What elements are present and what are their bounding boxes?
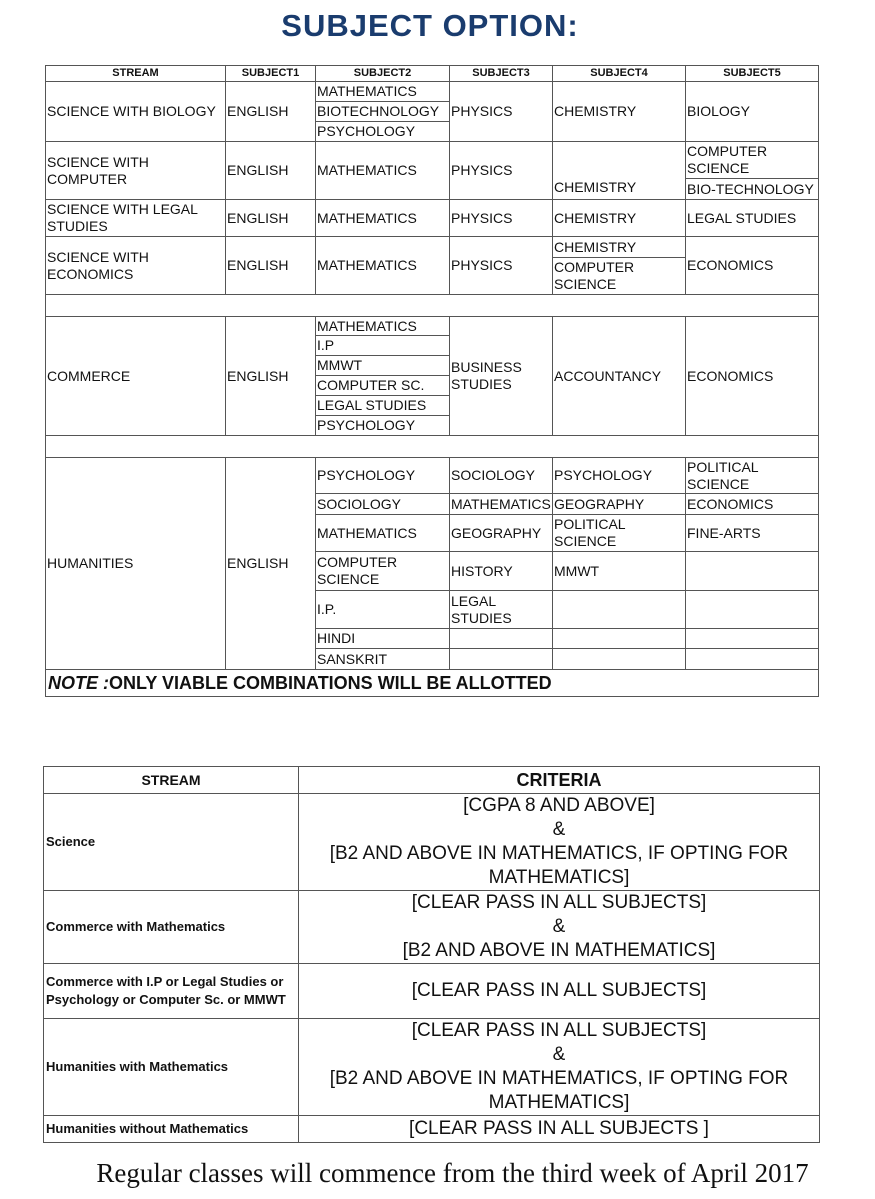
subject2-option: LEGAL STUDIES [315,395,450,416]
subject2-option: SANSKRIT [315,648,450,670]
stream-name: SCIENCE WITH COMPUTER [45,141,226,200]
subject2-option: PSYCHOLOGY [315,415,450,436]
criteria-text [299,1019,820,1116]
stream-name: SCIENCE WITH BIOLOGY [45,81,226,142]
subject4-option: COMPUTER SCIENCE [552,257,686,295]
subject2-option: BIOTECHNOLOGY [315,101,450,122]
subject5-option: COMPUTER SCIENCE [685,141,819,179]
criteria-line: & [552,916,566,937]
criteria-header-criteria: CRITERIA [299,767,820,794]
subject5-option: BIO-TECHNOLOGY [685,178,819,200]
criteria-line: [CLEAR PASS IN ALL SUBJECTS] [411,980,707,1001]
subject2-option: PSYCHOLOGY [315,457,450,494]
footer-note: Regular classes will commence from the third week of April 2017 [96,1158,809,1188]
spacer-row [45,294,819,317]
criteria-row [44,1116,820,1143]
note-row [45,669,819,697]
criteria-line: [B2 AND ABOVE IN MATHEMATICS, IF OPTING FOR MATHEMATICS] [329,843,789,888]
subject2-option: MMWT [315,355,450,376]
criteria-stream: Commerce with I.P or Legal Studies or Psychology or Computer Sc. or MMWT [44,964,299,1019]
subject5-option: FINE-ARTS [685,514,819,552]
subject4-cell: ACCOUNTANCY [552,316,686,436]
subject5-option: ECONOMICS [685,493,819,515]
criteria-line: [CLEAR PASS IN ALL SUBJECTS] [411,1020,707,1041]
criteria-header-stream: STREAM [44,767,299,794]
subject4-option: GEOGRAPHY [552,493,686,515]
subject-option-table [45,65,818,696]
criteria-line: [B2 AND ABOVE IN MATHEMATICS] [402,940,716,961]
criteria-stream: Commerce with Mathematics [44,891,299,964]
subject3-cell: PHYSICS [449,81,553,142]
criteria-line: & [552,1044,566,1065]
header-subject3: SUBJECT3 [449,65,553,82]
criteria-stream: Humanities with Mathematics [44,1019,299,1116]
subject1-cell: ENGLISH [225,457,316,670]
subject3-option [449,648,553,670]
note-text: ONLY VIABLE COMBINATIONS WILL BE ALLOTTED [109,672,552,693]
subject2-option: SOCIOLOGY [315,493,450,515]
subject3-option: GEOGRAPHY [449,514,553,552]
subject3-cell: BUSINESS STUDIES [449,316,553,436]
subject4-option: MMWT [552,551,686,591]
page-title: SUBJECT OPTION: [281,8,579,43]
subject5-option [685,551,819,591]
criteria-row [44,794,820,891]
criteria-row [44,891,820,964]
subject5-option [685,628,819,649]
header-subject2: SUBJECT2 [315,65,450,82]
subject1-cell: ENGLISH [225,236,316,295]
criteria-line: [B2 AND ABOVE IN MATHEMATICS, IF OPTING FOR MATHEMATICS] [329,1068,789,1113]
criteria-stream: Humanities without Mathematics [44,1116,299,1143]
subject3-cell: PHYSICS [449,236,553,295]
criteria-row [44,964,820,1019]
subject5-option [685,648,819,670]
criteria-line: [CGPA 8 AND ABOVE] [463,795,655,816]
subject2-cell: MATHEMATICS [315,199,450,237]
criteria-text [299,964,820,1019]
subject4-option: PSYCHOLOGY [552,457,686,494]
subject3-option [449,628,553,649]
subject4-option: CHEMISTRY [552,236,686,258]
subject3-cell: PHYSICS [449,199,553,237]
subject4-cell: CHEMISTRY [552,81,686,142]
subject5-option: POLITICAL SCIENCE [685,457,819,494]
subject2-option: I.P. [315,590,450,629]
subject1-cell: ENGLISH [225,199,316,237]
stream-name: SCIENCE WITH ECONOMICS [45,236,226,295]
stream-name: COMMERCE [45,316,226,436]
criteria-header-row [44,767,820,794]
header-subject1: SUBJECT1 [225,65,316,82]
subject3-cell: PHYSICS [449,141,553,200]
criteria-text [299,1116,820,1143]
criteria-stream: Science [44,794,299,891]
subject1-cell: ENGLISH [225,81,316,142]
subject2-option: MATHEMATICS [315,316,450,336]
subject3-option: HISTORY [449,551,553,591]
subject3-option: SOCIOLOGY [449,457,553,494]
criteria-table [43,766,820,1143]
subject4-cell: CHEMISTRY [552,141,686,200]
spacer-row [45,435,819,458]
criteria-line: & [552,819,566,840]
subject5-cell: ECONOMICS [685,316,819,436]
subject4-cell: CHEMISTRY [552,199,686,237]
subject2-option: PSYCHOLOGY [315,121,450,142]
subject1-cell: ENGLISH [225,316,316,436]
stream-name: HUMANITIES [45,457,226,670]
subject5-cell: LEGAL STUDIES [685,199,819,237]
stream-name: SCIENCE WITH LEGAL STUDIES [45,199,226,237]
subject2-option: MATHEMATICS [315,514,450,552]
subject2-option: COMPUTER SCIENCE [315,551,450,591]
subject5-cell: ECONOMICS [685,236,819,295]
criteria-row [44,1019,820,1116]
subject4-option: POLITICAL SCIENCE [552,514,686,552]
subject2-option: HINDI [315,628,450,649]
subject4-option [552,590,686,629]
subject2-cell: MATHEMATICS [315,141,450,200]
subject5-option [685,590,819,629]
header-subject5: SUBJECT5 [685,65,819,82]
subject2-option: MATHEMATICS [315,81,450,102]
subject3-option: LEGAL STUDIES [449,590,553,629]
subject2-option: I.P [315,335,450,356]
subject2-option: COMPUTER SC. [315,375,450,396]
criteria-line: [CLEAR PASS IN ALL SUBJECTS ] [409,1118,709,1139]
subject2-cell: MATHEMATICS [315,236,450,295]
criteria-text [299,891,820,964]
header-subject4: SUBJECT4 [552,65,686,82]
header-stream: STREAM [45,65,226,82]
subject3-option: MATHEMATICS [449,493,553,515]
subject4-option [552,648,686,670]
subject4-option [552,628,686,649]
note-prefix: NOTE : [48,672,109,693]
criteria-text [299,794,820,891]
criteria-line: [CLEAR PASS IN ALL SUBJECTS] [411,892,707,913]
subject1-cell: ENGLISH [225,141,316,200]
subject5-cell: BIOLOGY [685,81,819,142]
